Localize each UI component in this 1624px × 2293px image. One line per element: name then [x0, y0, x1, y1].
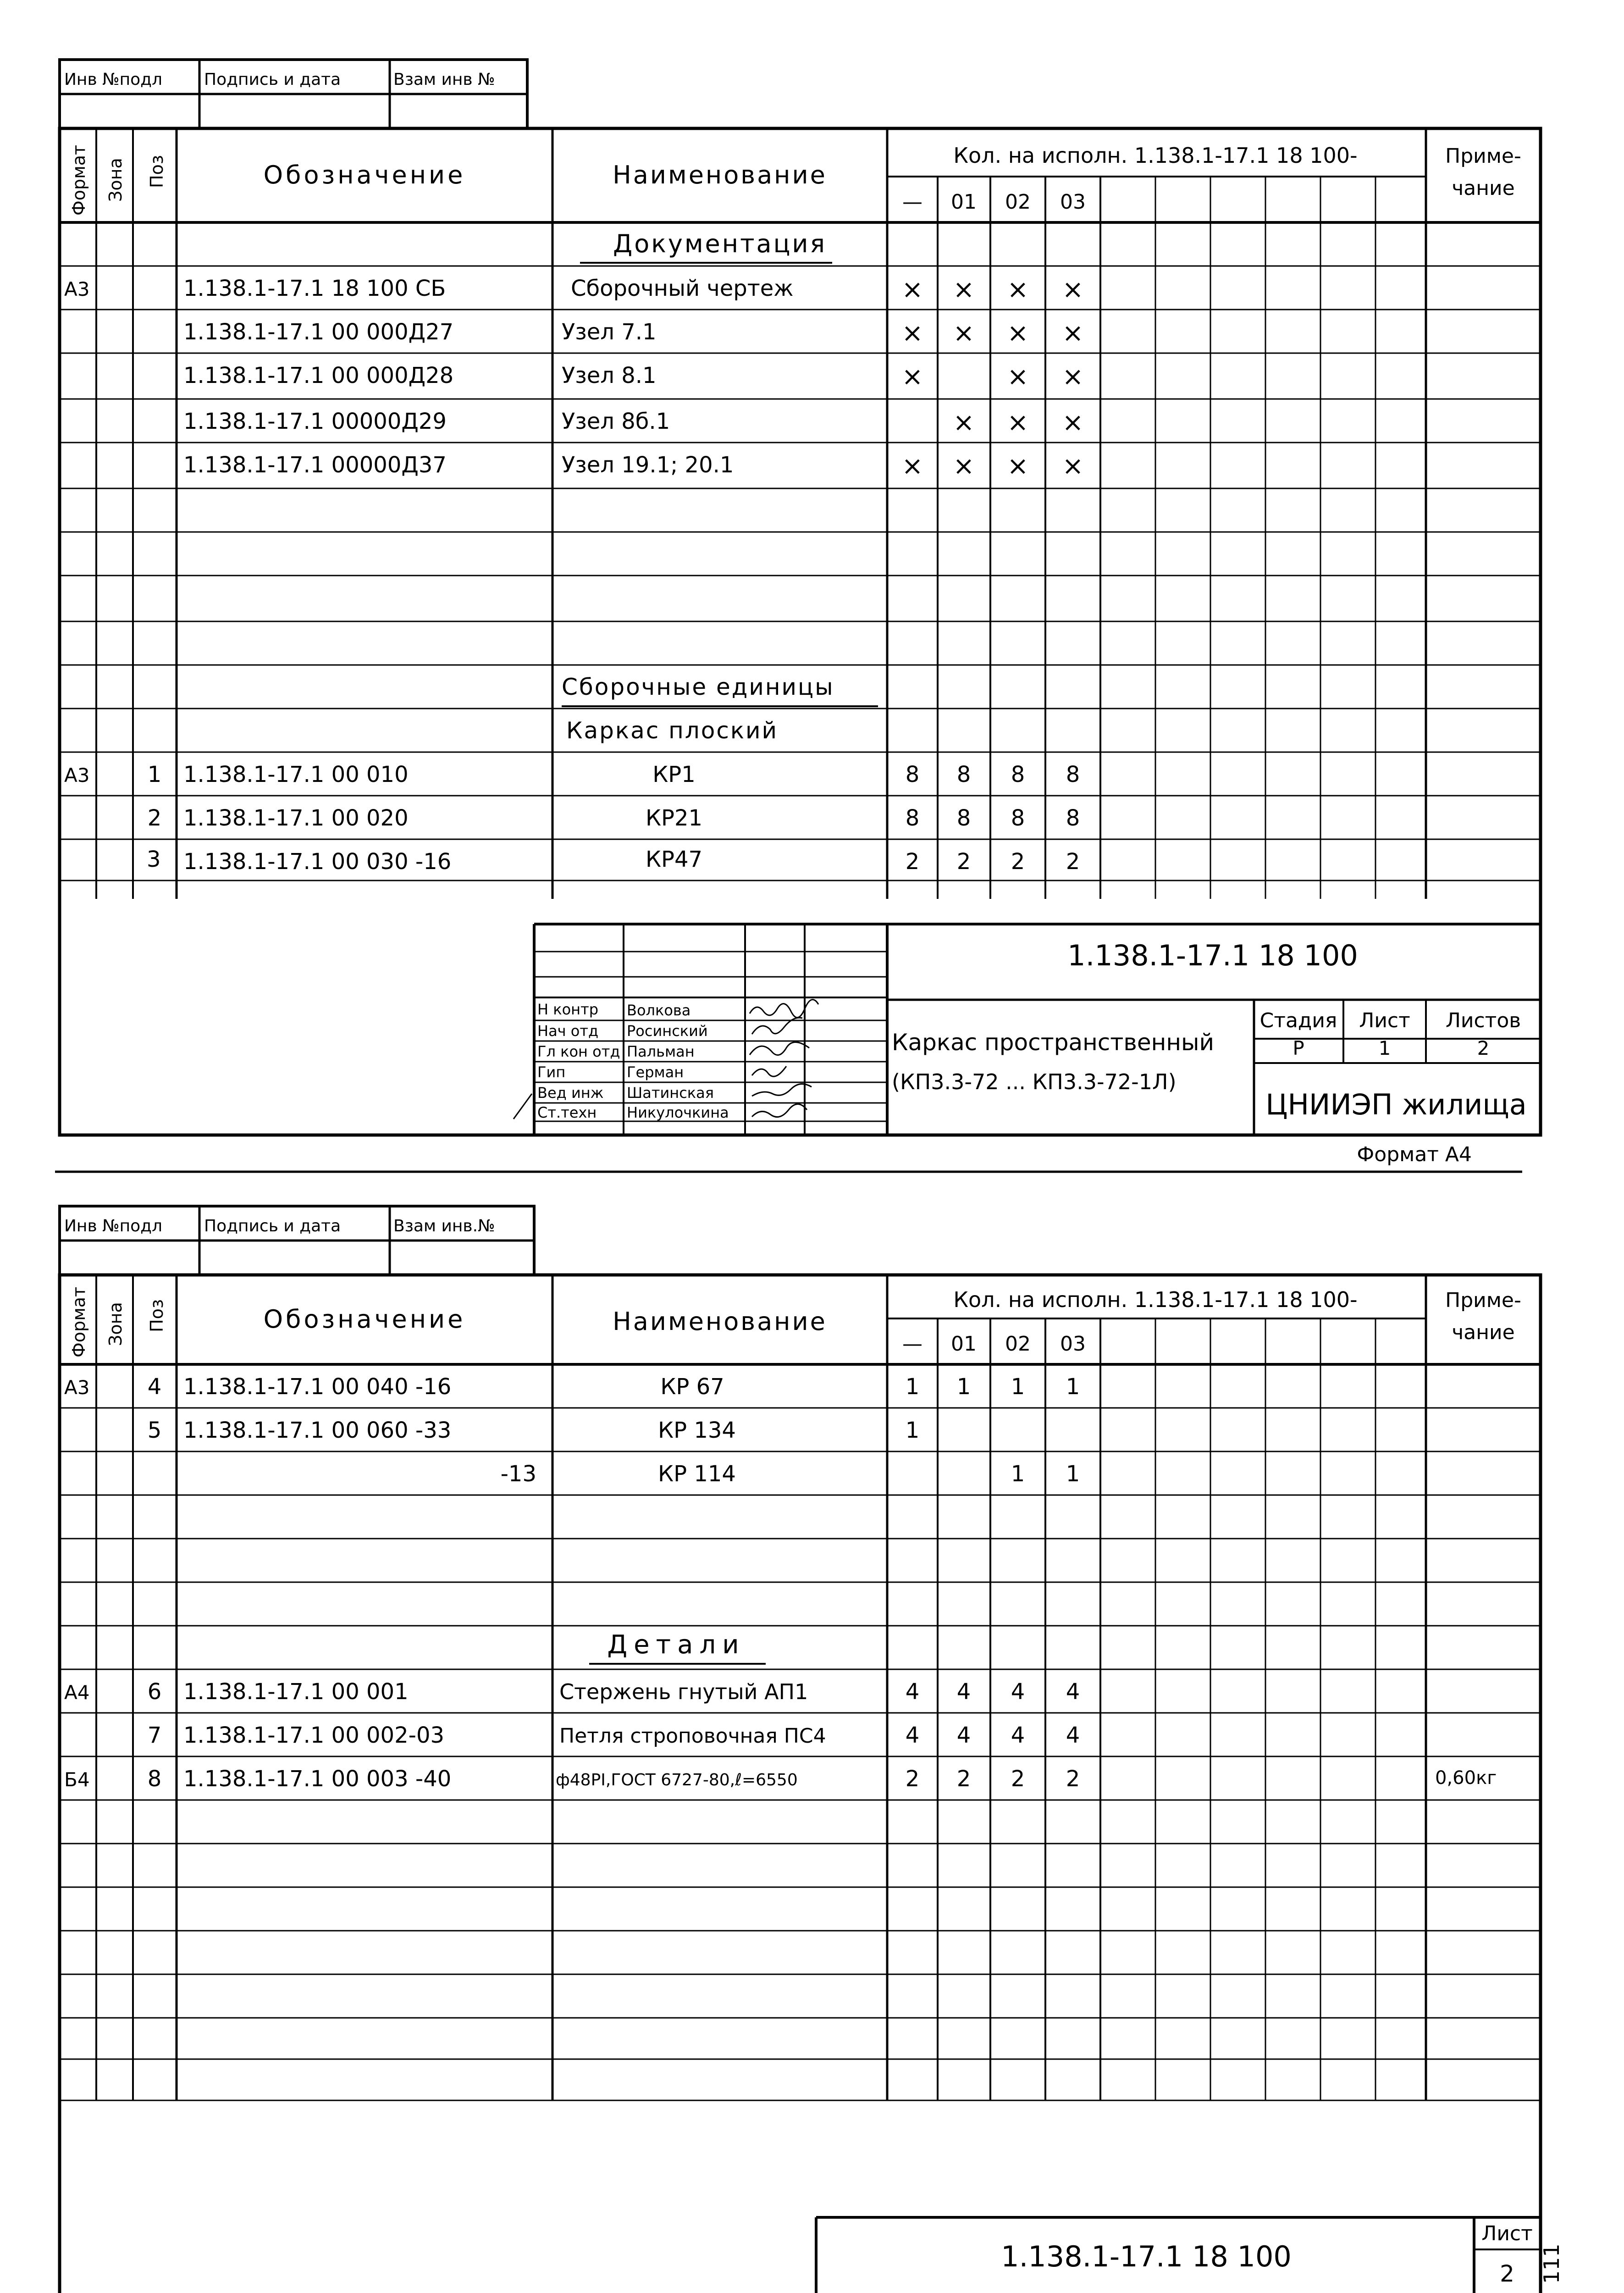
cell-qty: 2	[1011, 1766, 1025, 1792]
cell-qty: 8	[905, 762, 920, 787]
cell-format: А3	[64, 764, 90, 786]
cell-qty: 2	[1011, 849, 1025, 875]
sheet2-list-number: 2	[1500, 2260, 1514, 2287]
cell-qty: 1	[1011, 1374, 1025, 1400]
cell-qty: 8	[1011, 805, 1025, 831]
cell-mark: ×	[1007, 451, 1029, 481]
header-oboznachenie: Обозначение	[263, 161, 466, 189]
cell-qty: 2	[905, 849, 920, 875]
stamp-inv-podl: Инв №подл	[64, 1217, 163, 1235]
org-name: ЦНИИЭП жилища	[1265, 1088, 1527, 1121]
cell-mark: ×	[1007, 318, 1029, 348]
cell-mark: ×	[953, 408, 975, 438]
cell-format: А4	[64, 1681, 90, 1704]
role-label: Нач отд	[537, 1022, 599, 1040]
cell-poz: 3	[147, 847, 161, 872]
header-prim-1: Приме-	[1445, 1289, 1521, 1312]
label-list: Лист	[1359, 1009, 1410, 1032]
cell-qty: 8	[1011, 762, 1025, 787]
section-documentation: Документация	[613, 229, 827, 258]
value-stadiya: Р	[1293, 1037, 1304, 1059]
cell-qty: 4	[1066, 1723, 1080, 1748]
label-stadiya: Стадия	[1259, 1009, 1337, 1032]
role-name: Волкова	[627, 1002, 691, 1019]
cell-oboz: 1.138.1-17.1 00 020	[183, 805, 409, 831]
section-details: Детали	[607, 1630, 746, 1660]
header-variant: —	[902, 190, 922, 214]
cell-mark: ×	[1007, 362, 1029, 392]
header-variant: —	[902, 1332, 922, 1356]
cell-qty: 2	[905, 1766, 920, 1792]
role-label: Гл кон отд	[537, 1043, 620, 1060]
cell-qty: 4	[956, 1723, 971, 1748]
cell-qty: 2	[956, 1766, 971, 1792]
header-oboznachenie: Обозначение	[263, 1305, 466, 1334]
header-poz: Поз	[147, 155, 167, 188]
header-format: Формат	[69, 144, 89, 216]
header-zona: Зона	[105, 158, 126, 202]
header-variant: 02	[1005, 1332, 1031, 1356]
cell-mark: ×	[953, 318, 975, 348]
header-prim-1: Приме-	[1445, 144, 1521, 168]
cell-name: Сборочный чертеж	[571, 276, 794, 301]
header-zona: Зона	[105, 1302, 126, 1346]
cell-name: Узел 19.1; 20.1	[562, 452, 734, 478]
cell-qty: 1	[1066, 1374, 1080, 1400]
cell-qty: 1	[956, 1374, 971, 1400]
cell-name: Узел 7.1	[562, 319, 657, 345]
cell-poz: 2	[147, 805, 162, 831]
header-naimenovanie: Наименование	[613, 161, 827, 189]
cell-name: КР1	[652, 762, 696, 787]
header-poz: Поз	[147, 1299, 167, 1332]
cell-mark: ×	[1007, 408, 1029, 438]
cell-name: Стержень гнутый АП1	[559, 1679, 808, 1704]
cell-poz: 8	[147, 1766, 162, 1792]
title-line1: Каркас пространственный	[892, 1029, 1215, 1056]
title-designation: 1.138.1-17.1 18 100	[1067, 939, 1358, 972]
cell-oboz: 1.138.1-17.1 00 010	[183, 762, 409, 787]
header-variant: 03	[1060, 1332, 1086, 1356]
value-list: 1	[1378, 1037, 1391, 1059]
header-naimenovanie: Наименование	[613, 1307, 827, 1336]
cell-qty: 8	[956, 762, 971, 787]
role-name: Шатинская	[627, 1084, 714, 1102]
cell-qty: 1	[1011, 1461, 1025, 1487]
cell-mark: ×	[1007, 275, 1029, 305]
cell-oboz: -13	[500, 1461, 536, 1487]
cell-qty: 1	[1066, 1461, 1080, 1487]
cell-qty: 4	[1011, 1723, 1025, 1748]
cell-format: А3	[64, 278, 90, 300]
header-variant: 03	[1060, 190, 1086, 214]
cell-name: Петля строповочная ПС4	[559, 1724, 826, 1748]
cell-oboz: 1.138.1-17.1 00 040 -16	[183, 1374, 452, 1400]
cell-qty: 4	[1066, 1679, 1080, 1705]
cell-mark: ×	[901, 275, 923, 305]
section-assembly: Сборочные единицы	[562, 674, 834, 700]
stamp-podpis-data: Подпись и дата	[204, 70, 341, 89]
cell-name: Узел 8б.1	[562, 409, 670, 434]
stamp-inv-podl: Инв №подл	[64, 70, 163, 89]
cell-name: КР 67	[660, 1374, 724, 1400]
cell-qty: 1	[905, 1374, 920, 1400]
cell-oboz: 1.138.1-17.1 00 030 -16	[183, 849, 452, 875]
cell-oboz: 1.138.1-17.1 00 000Д27	[183, 319, 454, 345]
sheet2-list-label: Лист	[1481, 2222, 1533, 2245]
label-listov: Листов	[1445, 1009, 1521, 1032]
cell-poz: 6	[147, 1679, 162, 1705]
role-name: Герман	[627, 1063, 684, 1081]
cell-name: ф48РI,ГОСТ 6727-80,ℓ=6550	[556, 1771, 798, 1789]
cell-qty: 4	[1011, 1679, 1025, 1705]
role-label: Ст.техн	[537, 1104, 597, 1121]
cell-qty: 2	[1066, 1766, 1080, 1792]
cell-qty: 8	[956, 805, 971, 831]
cell-mark: ×	[901, 451, 923, 481]
cell-oboz: 1.138.1-17.1 00 060 -33	[183, 1418, 452, 1443]
cell-qty: 2	[956, 849, 971, 875]
cell-name: Узел 8.1	[562, 363, 657, 388]
header-kol: Кол. на исполн. 1.138.1-17.1 18 100-	[953, 143, 1358, 168]
role-name: Никулочкина	[627, 1104, 729, 1121]
cell-oboz: 1.138.1-17.1 00 002-03	[183, 1723, 445, 1748]
cell-oboz: 1.138.1-17.1 00000Д37	[183, 452, 447, 478]
cell-poz: 5	[147, 1418, 162, 1443]
cell-poz: 1	[147, 762, 162, 787]
cell-oboz: 1.138.1-17.1 00 000Д28	[183, 363, 454, 388]
cell-qty: 4	[905, 1679, 920, 1705]
role-label: Вед инж	[537, 1084, 604, 1102]
sheet2-designation: 1.138.1-17.1 18 100	[1001, 2240, 1292, 2273]
header-prim-2: чание	[1452, 177, 1515, 200]
stamp-podpis-data: Подпись и дата	[204, 1217, 341, 1235]
cell-oboz: 1.138.1-17.1 00 001	[183, 1679, 409, 1705]
cell-mark: ×	[1062, 362, 1084, 392]
cell-mark: ×	[901, 318, 923, 348]
cell-name: КР21	[645, 805, 703, 831]
title-line2: (КП3.3-72 ... КП3.3-72-1Л)	[892, 1069, 1177, 1094]
subsection-flat-frame: Каркас плоский	[566, 717, 779, 744]
cell-qty: 8	[1066, 762, 1080, 787]
header-prim-2: чание	[1452, 1321, 1515, 1344]
cell-oboz: 1.138.1-17.1 00000Д29	[183, 409, 447, 434]
cell-mark: ×	[953, 275, 975, 305]
cell-qty: 4	[905, 1723, 920, 1748]
cell-oboz: 1.138.1-17.1 00 003 -40	[183, 1766, 452, 1792]
cell-name: КР 114	[658, 1461, 736, 1487]
header-variant: 01	[951, 190, 977, 214]
cell-mark: ×	[953, 451, 975, 481]
cell-qty: 8	[905, 805, 920, 831]
format-note: Формат А4	[1357, 1143, 1472, 1166]
header-variant: 02	[1005, 190, 1031, 214]
cell-poz: 7	[147, 1723, 162, 1748]
header-kol: Кол. на исполн. 1.138.1-17.1 18 100-	[953, 1287, 1358, 1312]
value-listov: 2	[1477, 1037, 1490, 1059]
cell-name: КР47	[645, 847, 703, 872]
cell-qty: 2	[1066, 849, 1080, 875]
stamp-vzam-inv: Взам инв №	[393, 70, 495, 89]
cell-mark: ×	[901, 362, 923, 392]
role-name: Росинский	[627, 1022, 708, 1040]
cell-mark: ×	[1062, 318, 1084, 348]
cell-oboz: 1.138.1-17.1 18 100 СБ	[183, 276, 446, 301]
cell-poz: 4	[147, 1374, 162, 1400]
role-name: Пальман	[627, 1043, 695, 1060]
cell-qty: 4	[956, 1679, 971, 1705]
cell-format: Б4	[64, 1768, 90, 1791]
cell-note: 0,60кг	[1435, 1767, 1497, 1789]
cell-format: А3	[64, 1376, 90, 1399]
side-page-number: 111	[1539, 2243, 1564, 2284]
cell-qty: 8	[1066, 805, 1080, 831]
cell-name: КР 134	[658, 1418, 736, 1443]
cell-mark: ×	[1062, 408, 1084, 438]
role-label: Н контр	[537, 1001, 599, 1018]
cell-mark: ×	[1062, 275, 1084, 305]
cell-mark: ×	[1062, 451, 1084, 481]
stamp-vzam-inv: Взам инв.№	[393, 1217, 495, 1235]
header-variant: 01	[951, 1332, 977, 1356]
role-label: Гип	[537, 1063, 566, 1081]
header-format: Формат	[69, 1286, 89, 1357]
cell-qty: 1	[905, 1418, 920, 1443]
